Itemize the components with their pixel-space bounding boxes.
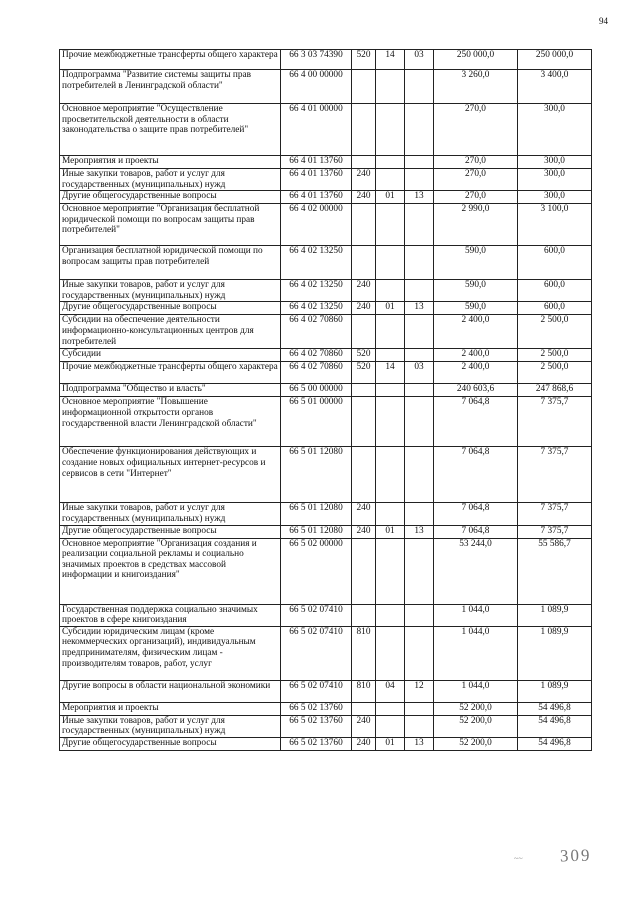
cell-name: Иные закупки товаров, работ и услуг для государственных (муниципальных) нужд xyxy=(60,169,281,191)
cell-vr xyxy=(352,538,376,604)
cell-name: Прочие межбюджетные трансферты общего характера xyxy=(60,362,281,384)
cell-pr xyxy=(405,397,434,447)
cell-vr: 240 xyxy=(352,191,376,204)
table-row xyxy=(60,397,592,447)
cell-vr: 240 xyxy=(352,280,376,302)
table-row xyxy=(60,737,592,750)
cell-csr: 66 4 02 70860 xyxy=(281,349,352,362)
handwritten-sheet-number: 309 xyxy=(559,845,592,866)
table-row xyxy=(60,362,592,384)
cell-v2: 300,0 xyxy=(518,191,592,204)
cell-v1: 2 990,0 xyxy=(434,204,518,246)
cell-vr: 520 xyxy=(352,349,376,362)
cell-pr xyxy=(405,538,434,604)
table-row xyxy=(60,169,592,191)
cell-v1: 52 200,0 xyxy=(434,702,518,715)
cell-v1: 1 044,0 xyxy=(434,626,518,680)
cell-csr: 66 4 01 00000 xyxy=(281,104,352,156)
table-row xyxy=(60,626,592,680)
cell-pr xyxy=(405,447,434,503)
cell-vr xyxy=(352,315,376,349)
cell-vr xyxy=(352,104,376,156)
cell-vr xyxy=(352,70,376,104)
cell-v1: 53 244,0 xyxy=(434,538,518,604)
cell-csr: 66 4 00 00000 xyxy=(281,70,352,104)
table-row xyxy=(60,104,592,156)
cell-rz: 04 xyxy=(376,680,405,702)
cell-csr: 66 5 02 07410 xyxy=(281,680,352,702)
cell-v2: 7 375,7 xyxy=(518,503,592,525)
cell-name: Обеспечение функционирования действующих и создание новых официальных интернет-ресурсов и сервисов в сети "Интернет" xyxy=(60,447,281,503)
table-row xyxy=(60,702,592,715)
cell-rz xyxy=(376,626,405,680)
cell-pr: 13 xyxy=(405,191,434,204)
cell-v1: 1 044,0 xyxy=(434,680,518,702)
cell-rz xyxy=(376,447,405,503)
cell-v2: 3 400,0 xyxy=(518,70,592,104)
cell-csr: 66 5 00 00000 xyxy=(281,384,352,397)
cell-rz xyxy=(376,715,405,737)
cell-pr: 03 xyxy=(405,362,434,384)
cell-v1: 2 400,0 xyxy=(434,315,518,349)
cell-v1: 2 400,0 xyxy=(434,362,518,384)
cell-rz: 14 xyxy=(376,362,405,384)
table-row xyxy=(60,604,592,626)
cell-v2: 600,0 xyxy=(518,246,592,280)
cell-v2: 7 375,7 xyxy=(518,525,592,538)
cell-rz xyxy=(376,384,405,397)
cell-name: Государственная поддержка социально значимых проектов в сфере книгоиздания xyxy=(60,604,281,626)
cell-rz xyxy=(376,315,405,349)
cell-csr: 66 5 02 13760 xyxy=(281,702,352,715)
cell-vr: 240 xyxy=(352,715,376,737)
cell-pr xyxy=(405,204,434,246)
cell-pr xyxy=(405,626,434,680)
page-number: 94 xyxy=(599,16,608,26)
cell-pr xyxy=(405,384,434,397)
cell-name: Основное мероприятие "Повышение информационной открытости органов государственной власти Ленинградской области" xyxy=(60,397,281,447)
cell-v1: 270,0 xyxy=(434,169,518,191)
cell-v1: 590,0 xyxy=(434,280,518,302)
cell-v2: 300,0 xyxy=(518,169,592,191)
table-row xyxy=(60,302,592,315)
cell-csr: 66 5 01 00000 xyxy=(281,397,352,447)
budget-table xyxy=(59,49,592,751)
cell-csr: 66 4 02 70860 xyxy=(281,315,352,349)
table-row xyxy=(60,204,592,246)
cell-v2: 1 089,9 xyxy=(518,604,592,626)
cell-rz xyxy=(376,104,405,156)
cell-csr: 66 5 01 12080 xyxy=(281,503,352,525)
table-row xyxy=(60,315,592,349)
cell-v1: 2 400,0 xyxy=(434,349,518,362)
cell-v2: 247 868,6 xyxy=(518,384,592,397)
cell-v1: 270,0 xyxy=(434,156,518,169)
cell-rz: 01 xyxy=(376,302,405,315)
cell-vr: 240 xyxy=(352,737,376,750)
cell-rz: 01 xyxy=(376,737,405,750)
cell-name: Другие общегосударственные вопросы xyxy=(60,737,281,750)
cell-pr xyxy=(405,604,434,626)
table-row xyxy=(60,680,592,702)
cell-vr xyxy=(352,384,376,397)
cell-v2: 54 496,8 xyxy=(518,702,592,715)
cell-name: Подпрограмма "Развитие системы защиты прав потребителей в Ленинградской области" xyxy=(60,70,281,104)
cell-v1: 7 064,8 xyxy=(434,525,518,538)
table-row xyxy=(60,156,592,169)
table-row xyxy=(60,191,592,204)
cell-vr xyxy=(352,447,376,503)
cell-v1: 590,0 xyxy=(434,246,518,280)
cell-name: Мероприятия и проекты xyxy=(60,156,281,169)
cell-v1: 270,0 xyxy=(434,104,518,156)
cell-v2: 300,0 xyxy=(518,104,592,156)
cell-rz: 14 xyxy=(376,50,405,70)
cell-csr: 66 4 02 00000 xyxy=(281,204,352,246)
cell-csr: 66 4 02 13250 xyxy=(281,280,352,302)
cell-vr: 240 xyxy=(352,302,376,315)
cell-name: Другие вопросы в области национальной экономики xyxy=(60,680,281,702)
cell-v2: 600,0 xyxy=(518,280,592,302)
table-row xyxy=(60,715,592,737)
cell-v1: 250 000,0 xyxy=(434,50,518,70)
cell-v2: 300,0 xyxy=(518,156,592,169)
cell-csr: 66 5 02 07410 xyxy=(281,626,352,680)
cell-vr: 520 xyxy=(352,362,376,384)
table-row xyxy=(60,525,592,538)
cell-pr xyxy=(405,169,434,191)
cell-vr: 810 xyxy=(352,680,376,702)
cell-csr: 66 5 01 12080 xyxy=(281,447,352,503)
cell-csr: 66 4 01 13760 xyxy=(281,156,352,169)
cell-name: Субсидии на обеспечение деятельности информационно-консультационных центров для потребителей xyxy=(60,315,281,349)
cell-pr xyxy=(405,503,434,525)
cell-v1: 52 200,0 xyxy=(434,715,518,737)
cell-pr xyxy=(405,246,434,280)
cell-name: Основное мероприятие "Осуществление просветительской деятельности в области законодательства о защите прав потребителей" xyxy=(60,104,281,156)
cell-v2: 2 500,0 xyxy=(518,349,592,362)
table-row xyxy=(60,384,592,397)
cell-name: Субсидии юридическим лицам (кроме некоммерческих организаций), индивидуальным предпринимателям, физическим лицам - производителям товаров, работ, услуг xyxy=(60,626,281,680)
cell-v1: 7 064,8 xyxy=(434,397,518,447)
cell-rz xyxy=(376,156,405,169)
cell-v1: 590,0 xyxy=(434,302,518,315)
budget-table-body xyxy=(60,50,592,751)
cell-v2: 1 089,9 xyxy=(518,680,592,702)
cell-rz xyxy=(376,604,405,626)
table-row xyxy=(60,503,592,525)
cell-pr xyxy=(405,349,434,362)
cell-pr: 03 xyxy=(405,50,434,70)
cell-name: Мероприятия и проекты xyxy=(60,702,281,715)
cell-pr xyxy=(405,280,434,302)
cell-vr xyxy=(352,397,376,447)
cell-v2: 250 000,0 xyxy=(518,50,592,70)
cell-pr: 13 xyxy=(405,737,434,750)
cell-pr xyxy=(405,70,434,104)
cell-csr: 66 4 02 13250 xyxy=(281,246,352,280)
cell-v1: 3 260,0 xyxy=(434,70,518,104)
cell-vr: 240 xyxy=(352,169,376,191)
cell-vr xyxy=(352,246,376,280)
cell-pr: 13 xyxy=(405,302,434,315)
cell-csr: 66 5 02 00000 xyxy=(281,538,352,604)
cell-name: Другие общегосударственные вопросы xyxy=(60,525,281,538)
table-row xyxy=(60,538,592,604)
cell-csr: 66 4 01 13760 xyxy=(281,191,352,204)
cell-name: Подпрограмма "Общество и власть" xyxy=(60,384,281,397)
cell-name: Другие общегосударственные вопросы xyxy=(60,191,281,204)
cell-v1: 1 044,0 xyxy=(434,604,518,626)
cell-rz xyxy=(376,70,405,104)
cell-vr xyxy=(352,156,376,169)
cell-rz xyxy=(376,702,405,715)
cell-pr xyxy=(405,315,434,349)
cell-csr: 66 4 02 13250 xyxy=(281,302,352,315)
cell-vr xyxy=(352,204,376,246)
cell-vr: 520 xyxy=(352,50,376,70)
cell-name: Иные закупки товаров, работ и услуг для государственных (муниципальных) нужд xyxy=(60,503,281,525)
cell-name: Иные закупки товаров, работ и услуг для государственных (муниципальных) нужд xyxy=(60,280,281,302)
cell-csr: 66 4 01 13760 xyxy=(281,169,352,191)
cell-rz xyxy=(376,397,405,447)
cell-pr xyxy=(405,702,434,715)
table-row xyxy=(60,280,592,302)
cell-name: Организация бесплатной юридической помощи по вопросам защиты прав потребителей xyxy=(60,246,281,280)
table-row xyxy=(60,246,592,280)
cell-v2: 54 496,8 xyxy=(518,737,592,750)
cell-name: Другие общегосударственные вопросы xyxy=(60,302,281,315)
cell-v1: 7 064,8 xyxy=(434,447,518,503)
cell-rz xyxy=(376,246,405,280)
cell-name: Прочие межбюджетные трансферты общего характера xyxy=(60,50,281,70)
cell-v2: 54 496,8 xyxy=(518,715,592,737)
cell-vr xyxy=(352,702,376,715)
cell-v2: 3 100,0 xyxy=(518,204,592,246)
table-row xyxy=(60,447,592,503)
cell-vr: 240 xyxy=(352,525,376,538)
cell-pr: 12 xyxy=(405,680,434,702)
cell-v2: 600,0 xyxy=(518,302,592,315)
cell-vr: 240 xyxy=(352,503,376,525)
cell-csr: 66 5 02 13760 xyxy=(281,737,352,750)
cell-v2: 1 089,9 xyxy=(518,626,592,680)
table-row xyxy=(60,349,592,362)
cell-rz: 01 xyxy=(376,525,405,538)
cell-v1: 270,0 xyxy=(434,191,518,204)
cell-v2: 7 375,7 xyxy=(518,397,592,447)
cell-vr: 810 xyxy=(352,626,376,680)
cell-rz xyxy=(376,538,405,604)
cell-pr xyxy=(405,104,434,156)
cell-name: Иные закупки товаров, работ и услуг для государственных (муниципальных) нужд xyxy=(60,715,281,737)
cell-rz xyxy=(376,169,405,191)
cell-pr: 13 xyxy=(405,525,434,538)
cell-csr: 66 5 02 07410 xyxy=(281,604,352,626)
table-row xyxy=(60,50,592,70)
cell-name: Основное мероприятие "Организация создания и реализации социальной рекламы и социально значимых проектов в средствах массовой информации и книгоиздания" xyxy=(60,538,281,604)
cell-rz xyxy=(376,280,405,302)
cell-pr xyxy=(405,156,434,169)
cell-name: Субсидии xyxy=(60,349,281,362)
cell-v2: 2 500,0 xyxy=(518,362,592,384)
cell-csr: 66 5 01 12080 xyxy=(281,525,352,538)
cell-vr xyxy=(352,604,376,626)
table-row xyxy=(60,70,592,104)
cell-v1: 7 064,8 xyxy=(434,503,518,525)
pen-mark: ~~ xyxy=(514,854,523,863)
cell-rz xyxy=(376,503,405,525)
cell-rz xyxy=(376,349,405,362)
cell-rz xyxy=(376,204,405,246)
cell-v2: 2 500,0 xyxy=(518,315,592,349)
cell-v2: 55 586,7 xyxy=(518,538,592,604)
cell-csr: 66 4 02 70860 xyxy=(281,362,352,384)
cell-v1: 240 603,6 xyxy=(434,384,518,397)
cell-v2: 7 375,7 xyxy=(518,447,592,503)
cell-v1: 52 200,0 xyxy=(434,737,518,750)
cell-pr xyxy=(405,715,434,737)
cell-csr: 66 5 02 13760 xyxy=(281,715,352,737)
cell-csr: 66 3 03 74390 xyxy=(281,50,352,70)
cell-name: Основное мероприятие "Организация бесплатной юридической помощи по вопросам защиты прав потребителей" xyxy=(60,204,281,246)
cell-rz: 01 xyxy=(376,191,405,204)
